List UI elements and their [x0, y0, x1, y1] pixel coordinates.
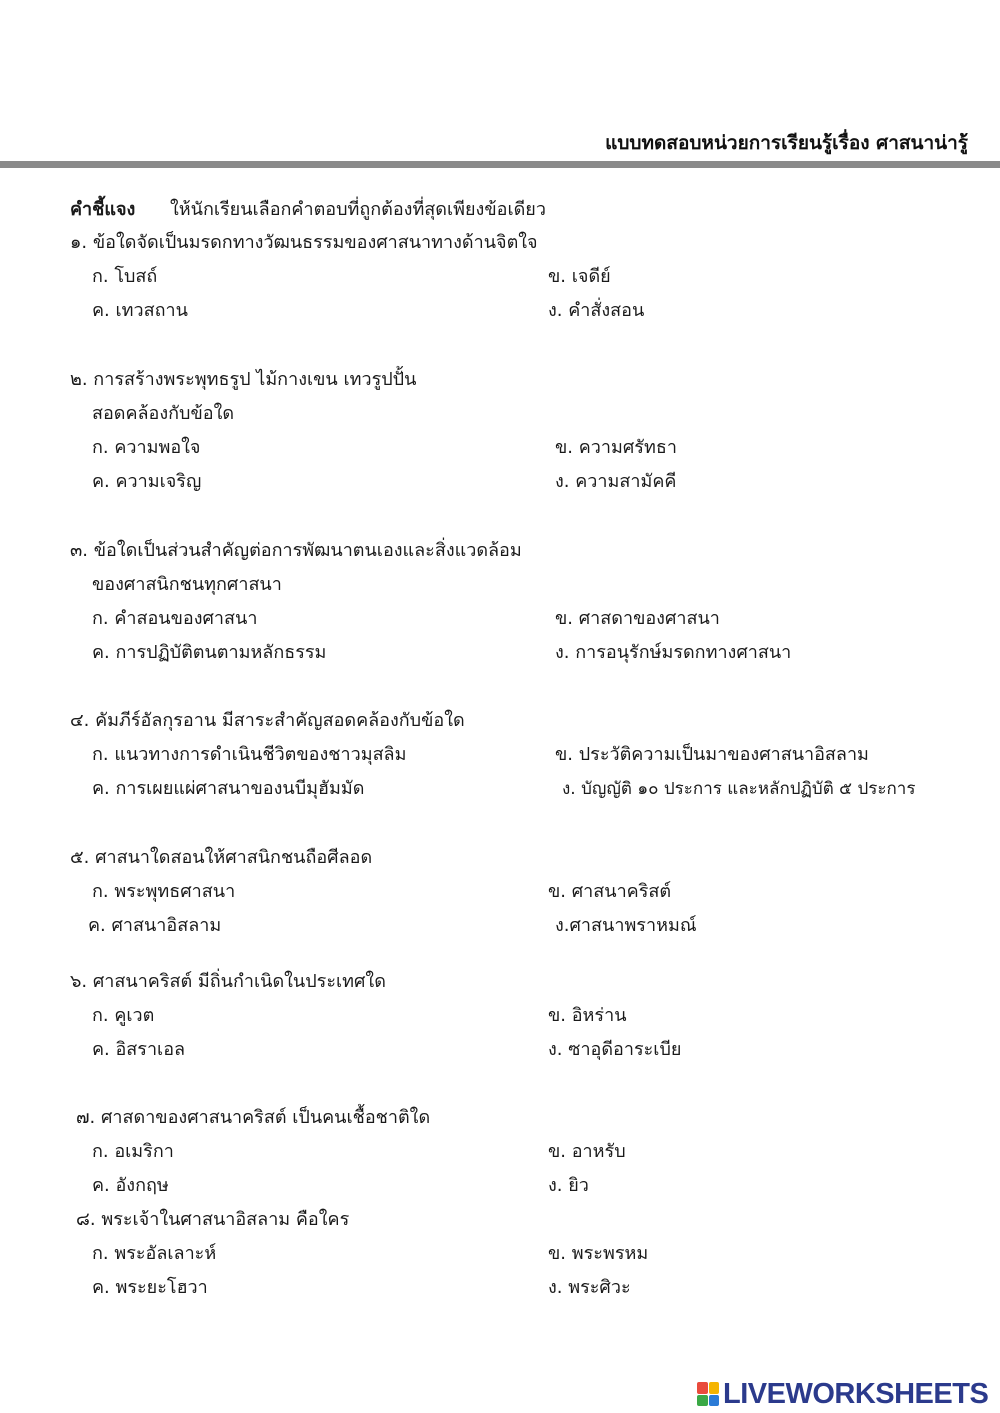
choice-c[interactable]: ค. อิสราเอล — [92, 1039, 186, 1060]
choice-c[interactable]: ค. ศาสนาอิสลาม — [88, 915, 222, 936]
question-text: ๘. พระเจ้าในศาสนาอิสลาม คือใคร — [76, 1209, 350, 1230]
choice-d[interactable]: ง. ความสามัคคี — [555, 471, 677, 492]
logo-text: LIVEWORKSHEETS — [723, 1377, 989, 1410]
question-text: ๖. ศาสนาคริสต์ มีถิ่นกำเนิดในประเทศใด — [70, 971, 386, 992]
choice-d[interactable]: ง. ยิว — [548, 1175, 589, 1196]
choice-c[interactable]: ค. การปฏิบัติตนตามหลักธรรม — [92, 642, 327, 663]
choice-a[interactable]: ก. อเมริกา — [92, 1141, 174, 1162]
choice-a[interactable]: ก. คูเวต — [92, 1005, 155, 1026]
worksheet-title: แบบทดสอบหน่วยการเรียนรู้เรื่อง ศาสนาน่ารู้ — [605, 132, 968, 154]
question-text: ๑. ข้อใดจัดเป็นมรดกทางวัฒนธรรมของศาสนาทางด้านจิตใจ — [70, 232, 538, 253]
choice-a[interactable]: ก. คำสอนของศาสนา — [92, 608, 258, 629]
choice-d[interactable]: ง. บัญญัติ ๑๐ ประการ และหลักปฏิบัติ ๕ ประการ — [562, 779, 916, 799]
choice-c[interactable]: ค. เทวสถาน — [92, 300, 188, 321]
choice-c[interactable]: ค. อังกฤษ — [92, 1175, 169, 1196]
choice-c[interactable]: ค. พระยะโฮวา — [92, 1277, 208, 1298]
choice-d[interactable]: ง.ศาสนาพราหมณ์ — [555, 915, 697, 936]
instruction-text: ให้นักเรียนเลือกคำตอบที่ถูกต้องที่สุดเพียงข้อเดียว — [170, 199, 546, 220]
choice-a[interactable]: ก. ความพอใจ — [92, 437, 201, 458]
choice-d[interactable]: ง. พระศิวะ — [548, 1277, 631, 1298]
question-text-continued: สอดคล้องกับข้อใด — [92, 403, 235, 424]
choice-b[interactable]: ข. ความศรัทธา — [555, 437, 677, 458]
choice-b[interactable]: ข. ศาสดาของศาสนา — [555, 608, 720, 629]
choice-a[interactable]: ก. พระอัลเลาะห์ — [92, 1243, 217, 1264]
choice-d[interactable]: ง. ซาอุดีอาระเบีย — [548, 1039, 682, 1060]
choice-c[interactable]: ค. ความเจริญ — [92, 471, 202, 492]
choice-c[interactable]: ค. การเผยแผ่ศาสนาของนบีมุฮัมมัด — [92, 778, 365, 799]
choice-b[interactable]: ข. อาหรับ — [548, 1141, 626, 1162]
choice-b[interactable]: ข. ประวัติความเป็นมาของศาสนาอิสลาม — [555, 744, 869, 765]
question-text: ๒. การสร้างพระพุทธรูป ไม้กางเขน เทวรูปปั้น — [70, 369, 417, 390]
choice-a[interactable]: ก. โบสถ์ — [92, 266, 158, 287]
choice-b[interactable]: ข. พระพรหม — [548, 1243, 649, 1264]
choice-a[interactable]: ก. พระพุทธศาสนา — [92, 881, 236, 902]
choice-d[interactable]: ง. คำสั่งสอน — [548, 300, 645, 321]
question-text: ๓. ข้อใดเป็นส่วนสำคัญต่อการพัฒนาตนเองและสิ่งแวดล้อม — [70, 540, 522, 561]
question-text: ๕. ศาสนาใดสอนให้ศาสนิกชนถือศีลอด — [70, 847, 373, 868]
liveworksheets-logo[interactable] — [697, 1378, 988, 1410]
choice-b[interactable]: ข. เจดีย์ — [548, 266, 611, 287]
choice-a[interactable]: ก. แนวทางการดำเนินชีวิตของชาวมุสลิม — [92, 744, 407, 765]
header-divider — [0, 161, 1000, 168]
instruction-label: คำชี้แจง — [70, 199, 136, 220]
question-text-continued: ของศาสนิกชนทุกศาสนา — [92, 574, 282, 595]
choice-b[interactable]: ข. อิหร่าน — [548, 1005, 627, 1026]
question-text: ๔. คัมภีร์อัลกุรอาน มีสาระสำคัญสอดคล้องกับข้อใด — [70, 710, 465, 731]
question-text: ๗. ศาสดาของศาสนาคริสต์ เป็นคนเชื้อชาติใด — [76, 1107, 431, 1128]
choice-b[interactable]: ข. ศาสนาคริสต์ — [548, 881, 672, 902]
logo-squares-icon — [697, 1382, 719, 1406]
choice-d[interactable]: ง. การอนุรักษ์มรดกทางศาสนา — [555, 642, 792, 663]
